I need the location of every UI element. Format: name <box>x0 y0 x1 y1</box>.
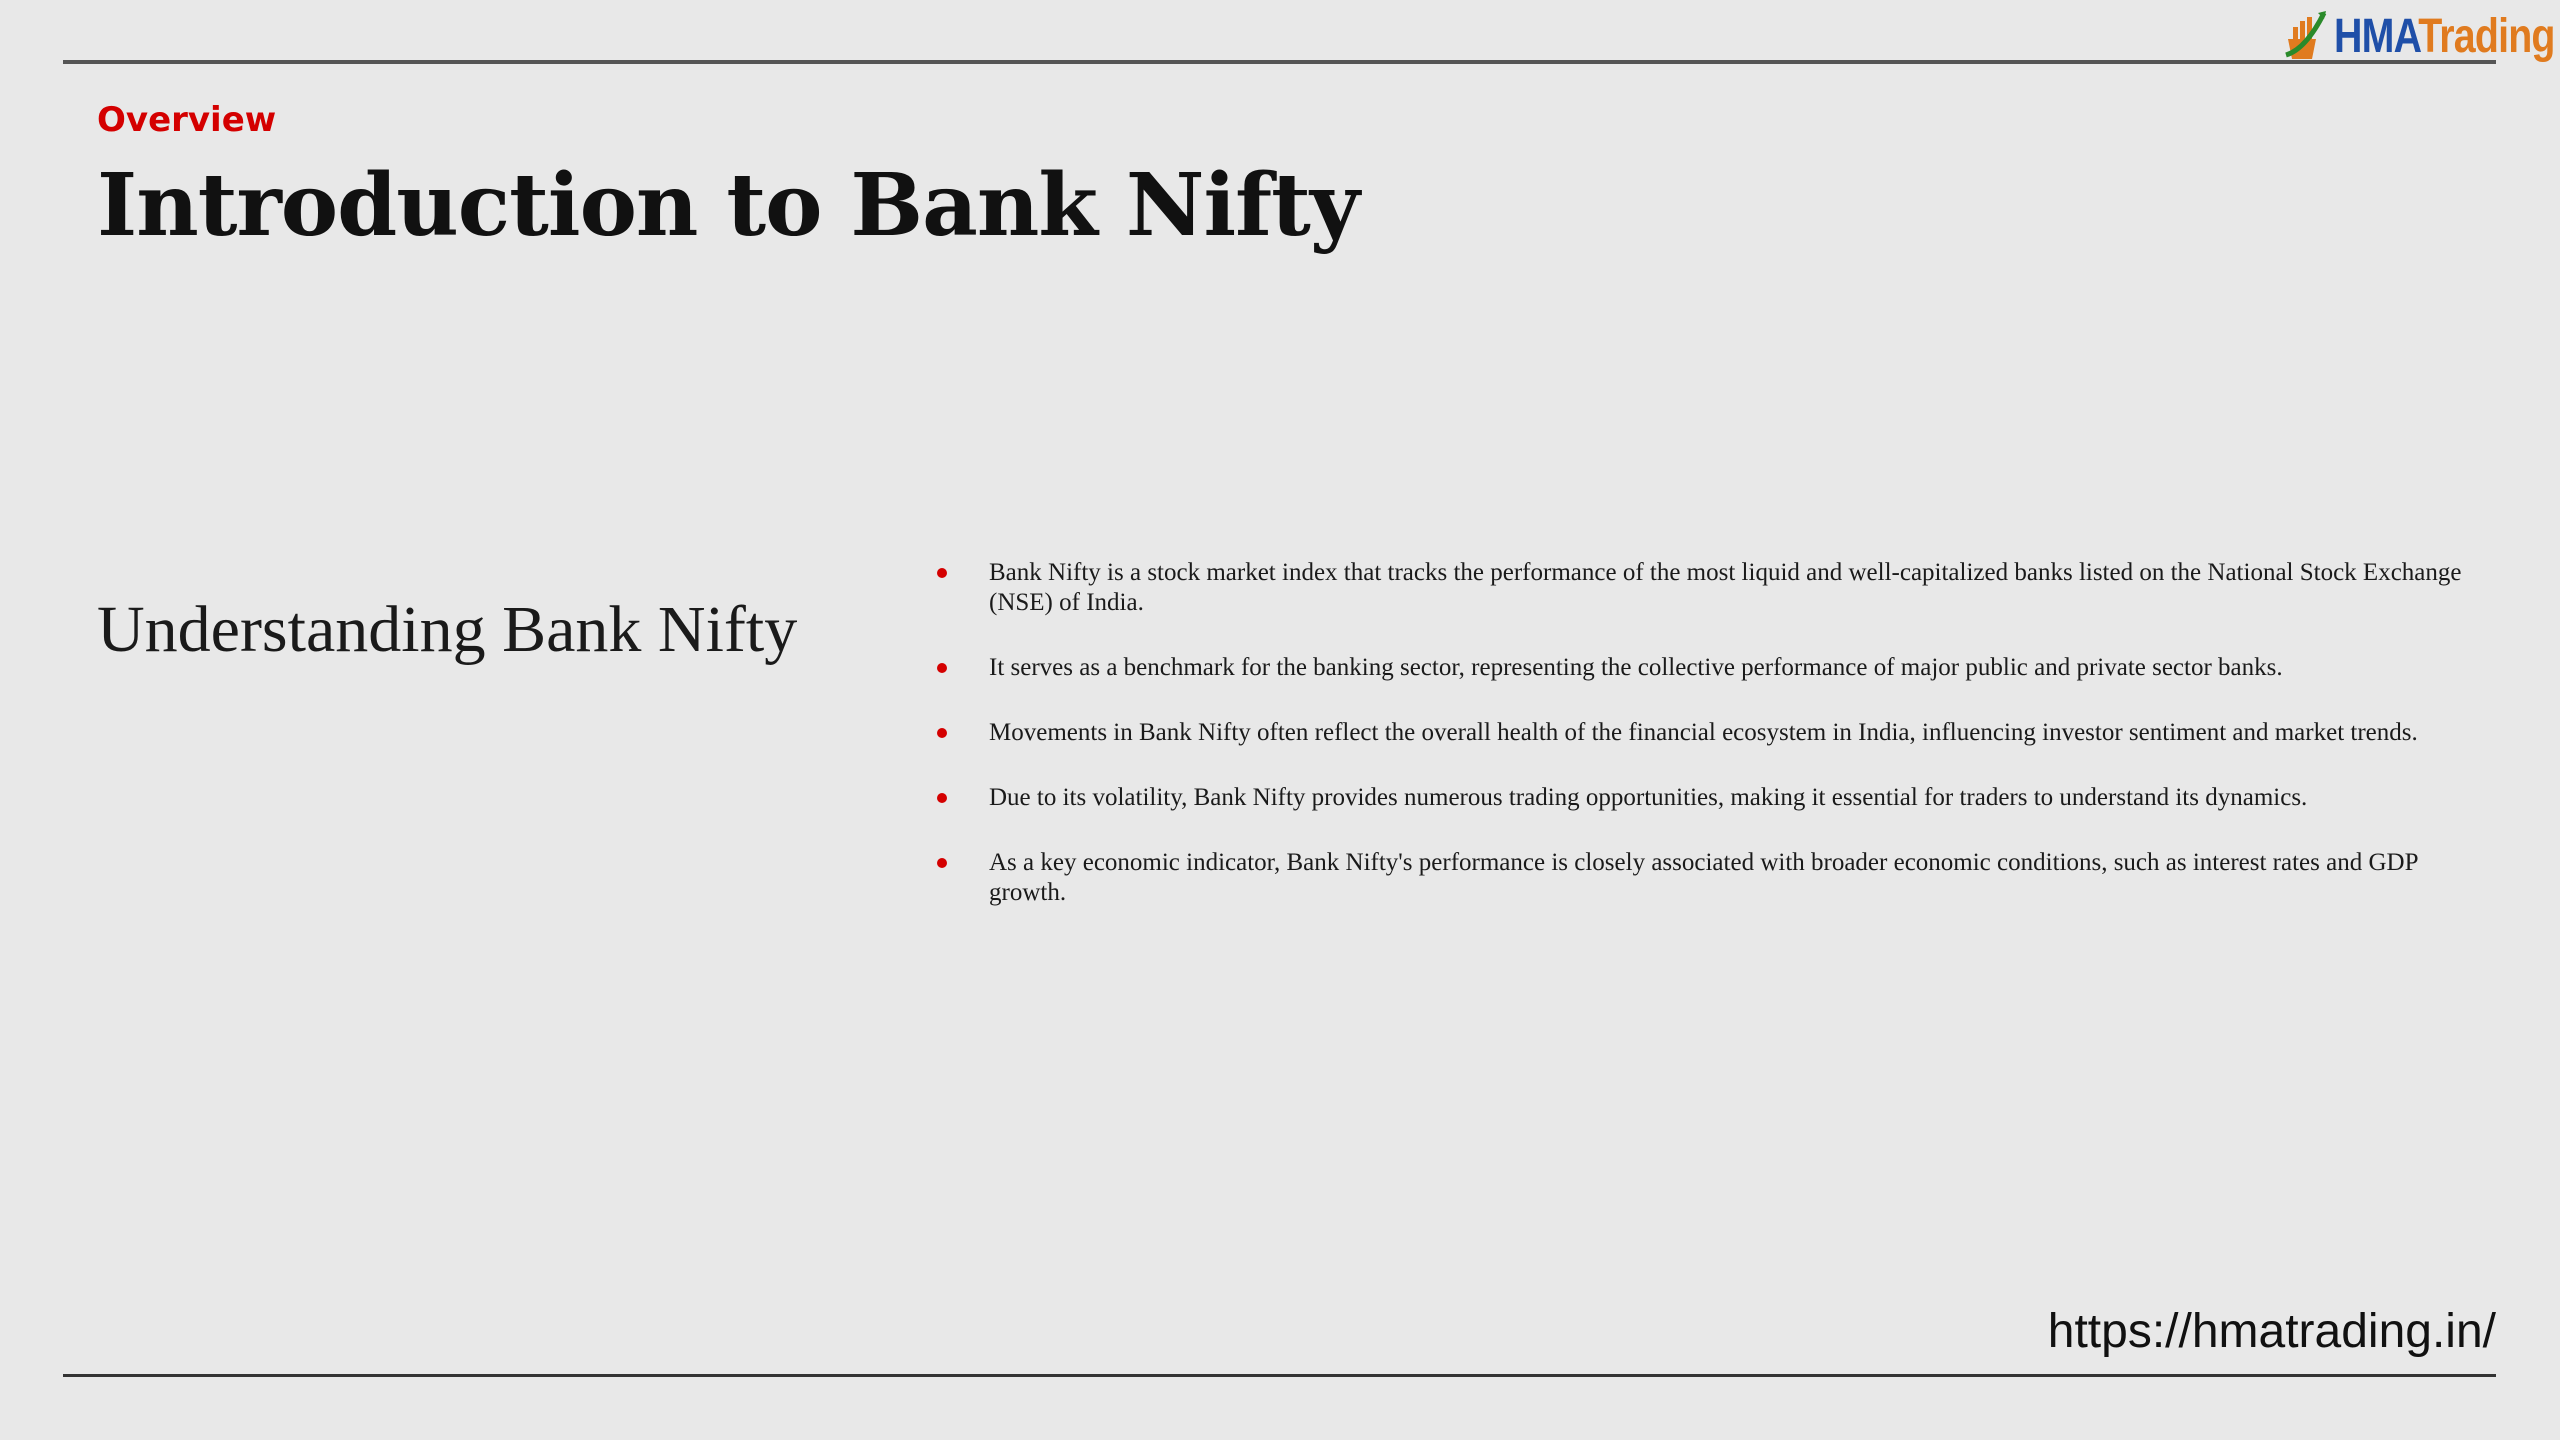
bullet-dot-icon <box>937 793 947 803</box>
bullet-text: Bank Nifty is a stock market index that tracks the performance of the most liquid and well-capitalized banks listed on the National Stock Exchange (NSE) of India. <box>989 559 2462 616</box>
bullet-item <box>935 783 2465 813</box>
top-divider <box>63 60 2496 64</box>
hand-chart-icon <box>2282 9 2328 63</box>
brand-logo <box>2282 6 2560 66</box>
brand-wordmark <box>2334 9 2555 64</box>
bullet-list <box>935 558 2465 943</box>
bullet-text: Movements in Bank Nifty often reflect the overall health of the financial ecosystem in India, influencing investor sentiment and market trends. <box>989 719 2418 746</box>
brand-wordmark-hma: HMA <box>2334 9 2419 63</box>
bullet-dot-icon <box>937 663 947 673</box>
bullet-dot-icon <box>937 728 947 738</box>
bottom-divider <box>63 1374 2496 1377</box>
bullet-item <box>935 848 2465 908</box>
bullet-item <box>935 558 2465 618</box>
bullet-text: Due to its volatility, Bank Nifty provides numerous trading opportunities, making it essential for traders to understand its dynamics. <box>989 784 2308 811</box>
bullet-item <box>935 653 2465 683</box>
bullet-dot-icon <box>937 858 947 868</box>
bullet-text: It serves as a benchmark for the banking sector, representing the collective performance of major public and private sector banks. <box>989 654 2283 681</box>
bullet-item <box>935 718 2465 748</box>
section-eyebrow: Overview <box>97 100 277 140</box>
bullet-dot-icon <box>937 568 947 578</box>
section-heading: Understanding Bank Nifty <box>97 593 798 666</box>
page-title: Introduction to Bank Nifty <box>97 155 1359 256</box>
brand-wordmark-trading: Trading <box>2418 9 2555 63</box>
bullet-text: As a key economic indicator, Bank Nifty's performance is closely associated with broader economic conditions, such as interest rates and GDP growth. <box>989 849 2418 906</box>
footer-url: https://hmatrading.in/ <box>2047 1305 2496 1358</box>
